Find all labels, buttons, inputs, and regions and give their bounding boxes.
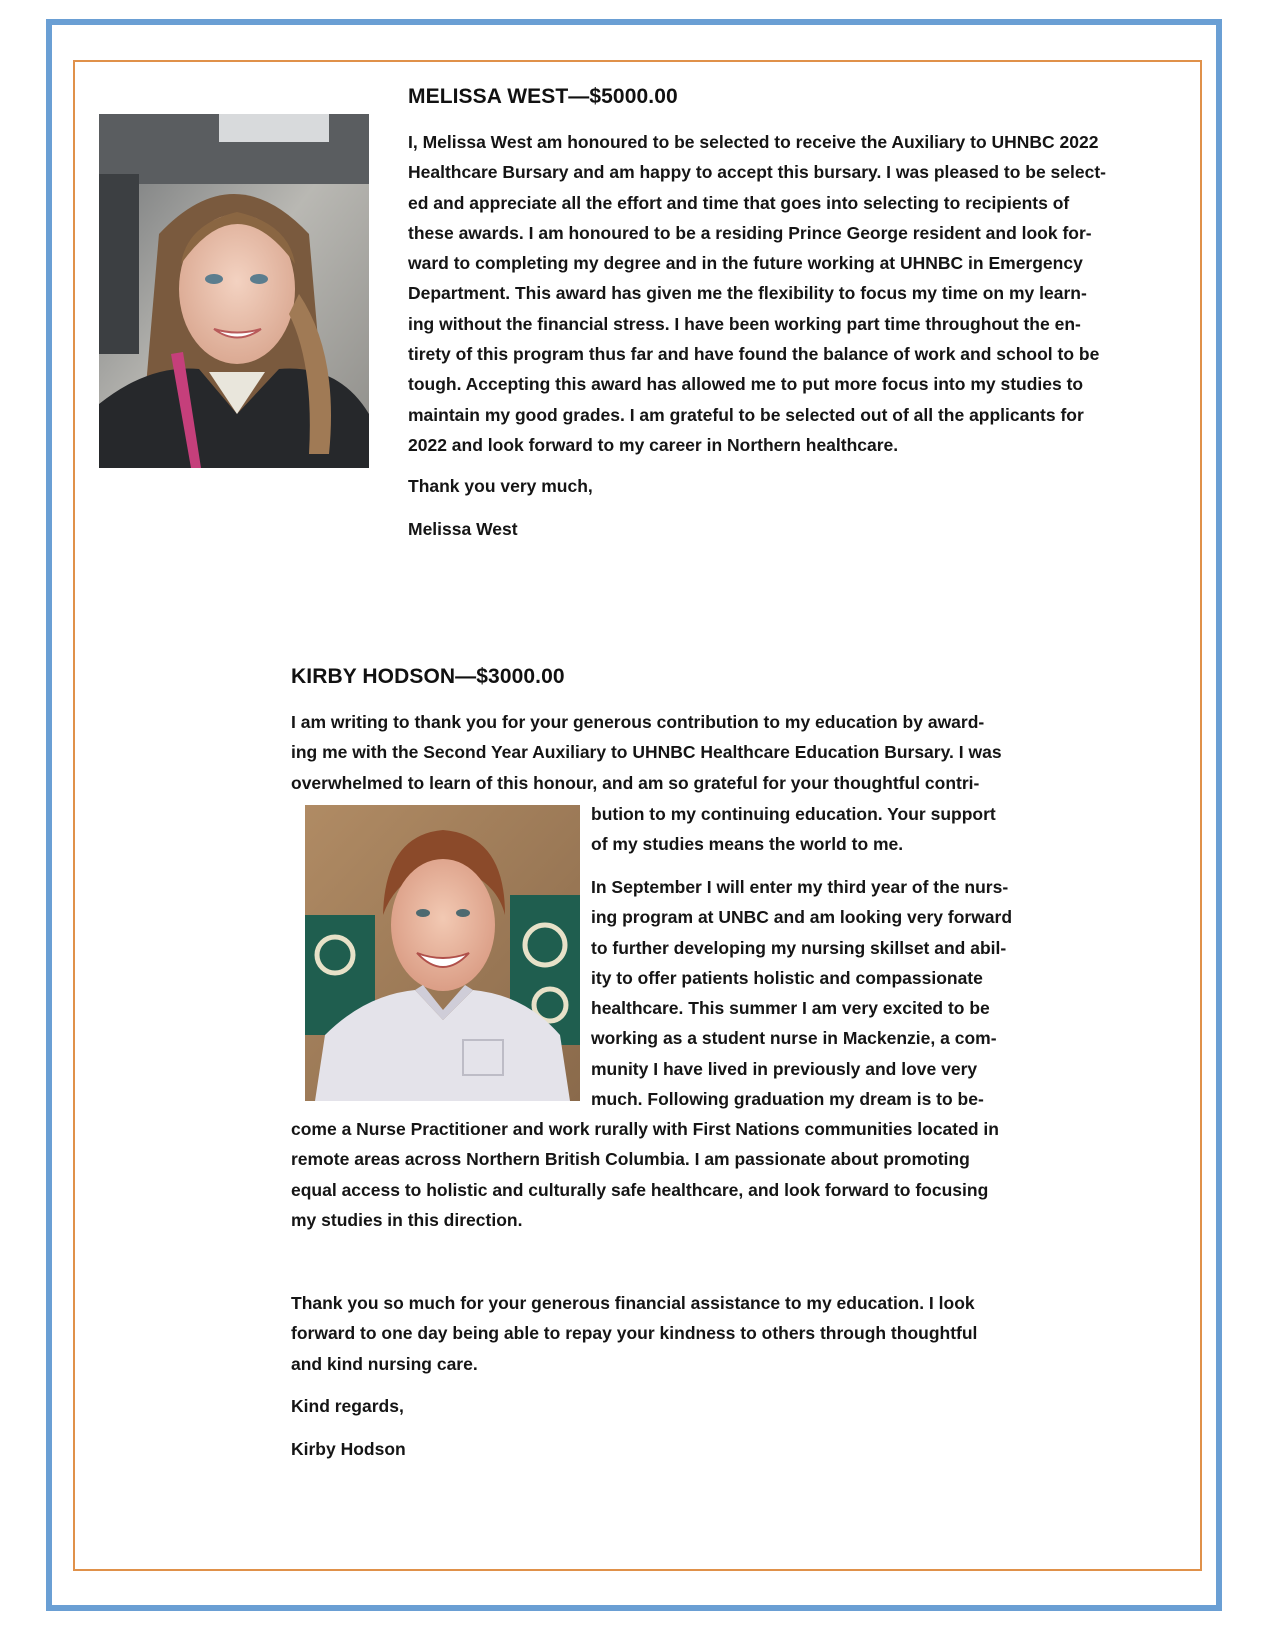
- body-line: ed and appreciate all the effort and time that goes into selecting to recipients of: [408, 192, 1070, 213]
- body-line: I, Melissa West am honoured to be selected to receive the Auxiliary to UHNBC 2022: [408, 132, 1099, 152]
- body-line: In September I will enter my third year of the nurs-: [591, 877, 1009, 897]
- body-line: my studies in this direction.: [291, 1209, 523, 1230]
- body-line: 2022 and look forward to my career in Northern healthcare.: [408, 434, 899, 455]
- body-line: I am writing to thank you for your generous contribution to my education by award-: [291, 712, 985, 732]
- body-line: Thank you so much for your generous financial assistance to my education. I look: [291, 1293, 975, 1313]
- body-line: Department. This award has given me the flexibility to focus my time on my learn-: [408, 283, 1087, 304]
- melissa-west-heading: MELISSA WEST—$5000.00: [408, 85, 678, 108]
- body-line: ing without the financial stress. I have been working part time throughout the en-: [408, 313, 1081, 334]
- body-line: maintain my good grades. I am grateful to be selected out of all the applicants for: [408, 404, 1084, 425]
- kirby-hodson-wrap-paragraph-2: [591, 872, 1012, 1114]
- melissa-west-photo: [99, 114, 369, 468]
- body-line: to further developing my nursing skillset and abil-: [591, 937, 1007, 958]
- kirby-hodson-heading: KIRBY HODSON—$3000.00: [291, 665, 565, 688]
- body-line: healthcare. This summer I am very excited to be: [591, 998, 990, 1019]
- body-line: equal access to holistic and culturally safe healthcare, and look forward to focusing: [291, 1179, 989, 1200]
- body-line: Healthcare Bursary and am happy to accept this bursary. I was pleased to be select-: [408, 162, 1106, 183]
- kirby-hodson-signature: Kirby Hodson: [291, 1439, 406, 1459]
- body-line: working as a student nurse in Mackenzie, a com-: [591, 1028, 997, 1049]
- body-line: come a Nurse Practitioner and work rurally with First Nations communities located in: [291, 1119, 999, 1139]
- body-line: of my studies means the world to me.: [591, 834, 904, 855]
- kirby-hodson-intro: [291, 707, 1002, 798]
- kirby-hodson-wrap-paragraph-1: [591, 799, 996, 860]
- kirby-hodson-photo: [305, 805, 580, 1101]
- body-line: munity I have lived in previously and love very: [591, 1058, 978, 1079]
- body-line: much. Following graduation my dream is to be-: [591, 1089, 984, 1110]
- melissa-west-closing: Thank you very much,: [408, 476, 593, 496]
- body-line: ward to completing my degree and in the future working at UHNBC in Emergency: [408, 253, 1083, 274]
- body-line: tirety of this program thus far and have found the balance of work and school to be: [408, 344, 1100, 365]
- kirby-hodson-thanks-paragraph: [291, 1288, 977, 1379]
- body-line: ing me with the Second Year Auxiliary to UHNBC Healthcare Education Bursary. I was: [291, 742, 1002, 763]
- melissa-west-signature: Melissa West: [408, 519, 518, 539]
- body-line: remote areas across Northern British Columbia. I am passionate about promoting: [291, 1149, 970, 1170]
- body-line: overwhelmed to learn of this honour, and am so grateful for your thoughtful contri-: [291, 772, 980, 793]
- body-line: ing program at UNBC and am looking very forward: [591, 907, 1013, 928]
- kirby-hodson-continuation: [291, 1114, 999, 1235]
- body-line: tough. Accepting this award has allowed me to put more focus into my studies to: [408, 374, 1084, 395]
- body-line: ity to offer patients holistic and compassionate: [591, 967, 983, 988]
- body-line: forward to one day being able to repay your kindness to others through thoughtful: [291, 1323, 978, 1344]
- body-line: bution to my continuing education. Your support: [591, 804, 996, 824]
- melissa-west-letter-body: [408, 127, 1106, 460]
- body-line: and kind nursing care.: [291, 1353, 478, 1374]
- kirby-hodson-closing: Kind regards,: [291, 1396, 404, 1416]
- body-line: these awards. I am honoured to be a residing Prince George resident and look for-: [408, 222, 1092, 243]
